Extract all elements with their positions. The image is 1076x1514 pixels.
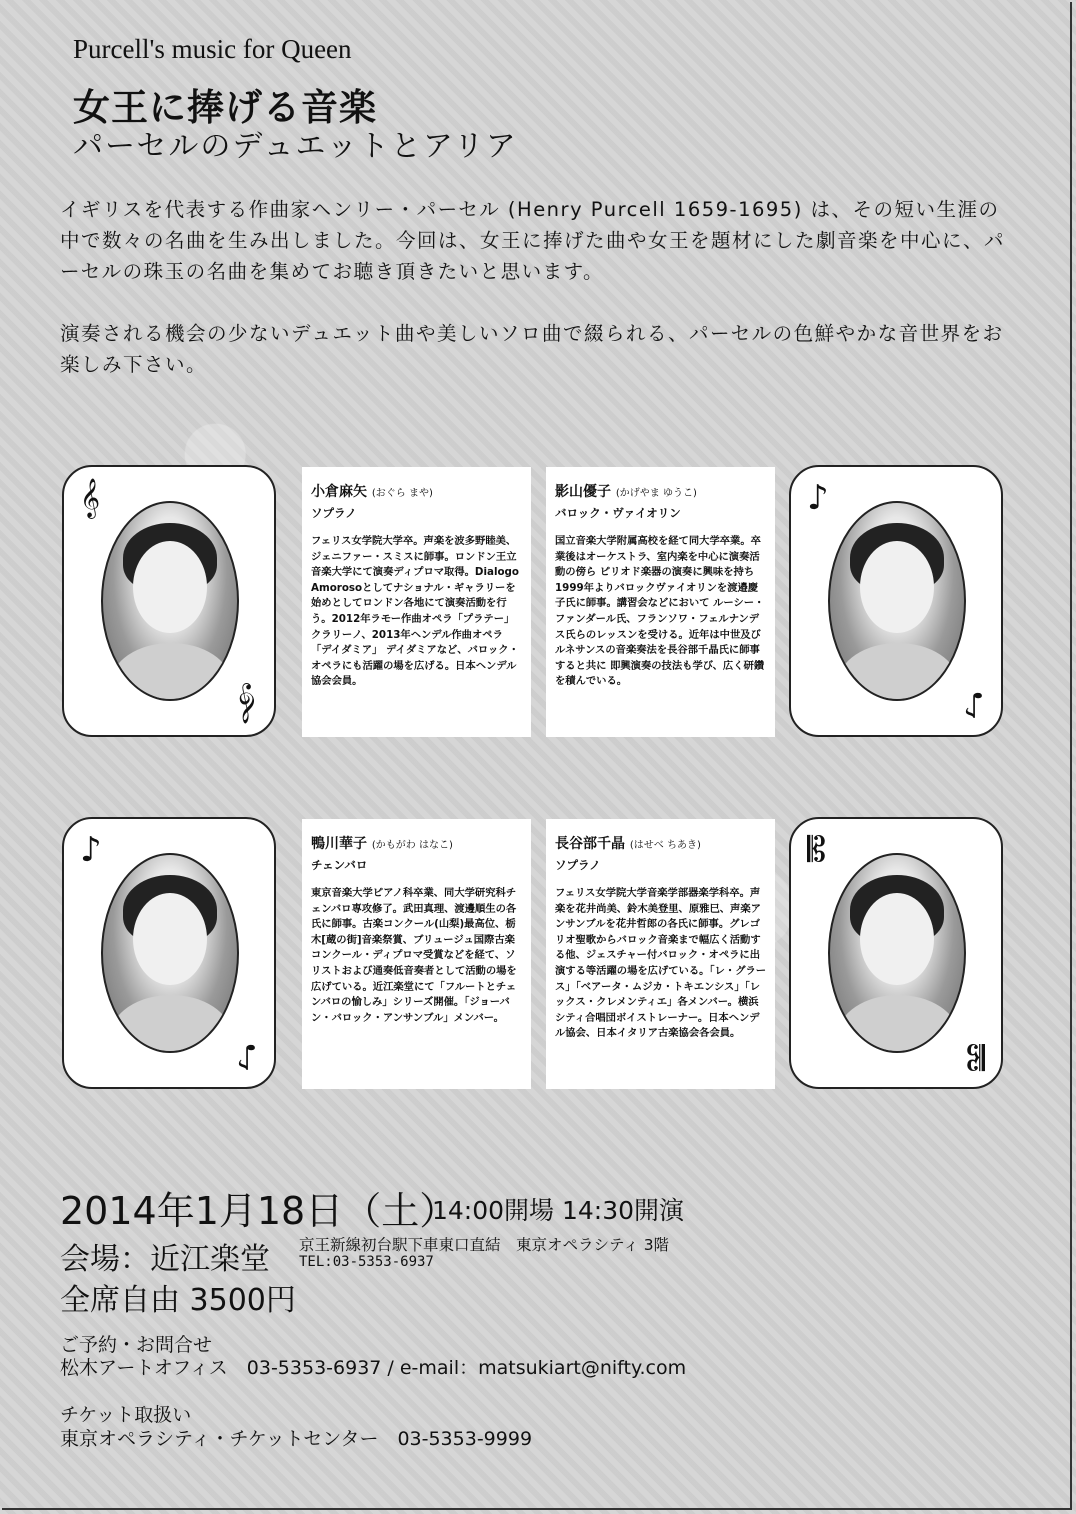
eighth-note-icon: ♪ (963, 684, 985, 724)
performer-name: 鴨川華子 (かもがわ はなこ) (311, 836, 453, 852)
treble-clef-icon: 𝄞 (80, 478, 101, 518)
performer-role: チェンバロ (311, 858, 368, 872)
inquiry-contact: 松木アートオフィス 03-5353-6937 / e-mail：matsukiart@nifty.com (60, 1357, 687, 1379)
venue-phone: TEL:03-5353-6937 (299, 1254, 434, 1270)
eighth-note-icon: ♪ (80, 830, 102, 870)
performer-role: ソプラノ (555, 858, 601, 872)
intro-text (60, 194, 1020, 411)
performer-bio-text: 国立音楽大学附属高校を経て同大学卒業。卒業後はオーケストラ、室内楽を中心に演奏活動の傍ら ピリオド楽器の演奏に興味を持ち 1999年よりバロックヴァイオリンを渡邉慶子氏に師事。講習会などにおいて ルーシー・ファンダール氏、フランソワ・フェルナンデス氏らのレッスンを受ける。近年は中世及びルネサンスの音楽奏法を長谷部千晶氏に師事すると共に 即興演奏の技法も学び、広く研鑽を積んでいる。 (555, 535, 765, 688)
eighth-note-icon: ♪ (807, 478, 829, 518)
performer-name: 影山優子 (かげやま ゆうこ) (555, 484, 697, 500)
performer-bio-4 (546, 819, 775, 1089)
performer-card-4 (789, 817, 1003, 1089)
ticket-label: チケット取扱い (60, 1404, 192, 1426)
performer-photo-3 (101, 853, 239, 1053)
performer-name: 長谷部千晶 (はせべ ちあき) (555, 836, 701, 852)
performer-bio-1 (302, 467, 531, 737)
english-title: Purcell's music for Queen (73, 34, 352, 64)
venue-address: 京王新線初台駅下車東口直結 東京オペラシティ 3階 (299, 1236, 670, 1254)
performer-bio-3 (302, 819, 531, 1089)
venue-name: 会場：近江楽堂 (60, 1242, 270, 1277)
ticket-contact: 東京オペラシティ・チケットセンター 03-5353-9999 (60, 1428, 533, 1450)
performer-role: ソプラノ (311, 506, 357, 520)
eighth-note-icon: ♪ (236, 1036, 258, 1076)
performer-role: バロック・ヴァイオリン (555, 506, 681, 520)
c-clef-icon: 𝄡 (807, 830, 826, 870)
treble-clef-icon: 𝄞 (237, 684, 258, 724)
performer-bio-2 (546, 467, 775, 737)
japanese-title: 女王に捧げる音楽 (73, 86, 377, 129)
ticket-price: 全席自由 3500円 (60, 1283, 296, 1318)
c-clef-icon: 𝄡 (966, 1036, 985, 1076)
japanese-subtitle: パーセルのデュエットとアリア (73, 129, 518, 164)
intro-paragraph-2: 演奏される機会の少ないデュエット曲や美しいソロ曲で綴られる、パーセルの色鮮やかな音世界をお楽しみ下さい。 (60, 322, 1004, 376)
event-date: 2014年1月18日（土） (60, 1189, 458, 1233)
performer-card-3 (62, 817, 276, 1089)
event-time: 14:00開場 14:30開演 (432, 1196, 685, 1225)
performer-photo-4 (828, 853, 966, 1053)
performer-name: 小倉麻矢 (おぐら まや) (311, 484, 433, 500)
performer-photo-2 (828, 501, 966, 701)
intro-paragraph-1: イギリスを代表する作曲家ヘンリー・パーセル (Henry Purcell 1659-1695) は、その短い生涯の中で数々の名曲を生み出しました。今回は、女王に捧げた曲や女王を題材にした劇音楽を中心に、パーセルの珠玉の名曲を集めてお聴き頂きたいと思います。 (60, 198, 1006, 283)
performer-photo-1 (101, 501, 239, 701)
performer-bio-text: フェリス女学院大学音楽学部器楽学科卒。声楽を花井尚美、鈴木美登里、原雅巳、声楽アンサンブルを花井哲郎の各氏に師事。グレゴリオ聖歌からバロック音楽まで幅広く活動する他、ジェスチャー付バロック・オペラに出演する等活躍の場を広げている。「レ・グラース」「ベアータ・ムジカ・トキエンシス」「レックス・クレメンティエ」各メンバー。横浜シティ合唱団ボイストレーナー。日本ヘンデル協会、日本イタリア古楽協会各会員。 (555, 887, 767, 1040)
performer-card-1 (62, 465, 276, 737)
performer-bio-text: 東京音楽大学ピアノ科卒業、同大学研究科チェンバロ専攻修了。武田真理、渡邊順生の各氏に師事。古楽コンクール(山梨)最高位、栃木[蔵の街]音楽祭賞、ブリュージュ国際古楽コンクール・ディプロマ受賞などを経て、ソリストおよび通奏低音奏者として活動の場を広げている。近江楽堂にて「フルートとチェンバロの愉しみ」シリーズ開催。「ジョーバン・バロック・アンサンブル」メンバー。 (311, 887, 517, 1024)
inquiry-label: ご予約・お問合せ (60, 1334, 213, 1356)
performer-bio-text: フェリス女学院大学卒。声楽を波多野睦美、ジェニファー・スミスに師事。ロンドン王立音楽大学にて演奏ディプロマ取得。Dialogo Amorosoとしてナショナル・ギャラリーを始めとしてロンドン各地にて演奏活動を行う。2012年ラモー作曲オペラ「プラテー」 クラリーノ、2013年ヘンデル作曲オペラ「デイダミア」 デイダミアなど、バロック・オペラにも活躍の場を広げる。日本ヘンデル協会会員。 (311, 535, 519, 688)
performer-card-2 (789, 465, 1003, 737)
